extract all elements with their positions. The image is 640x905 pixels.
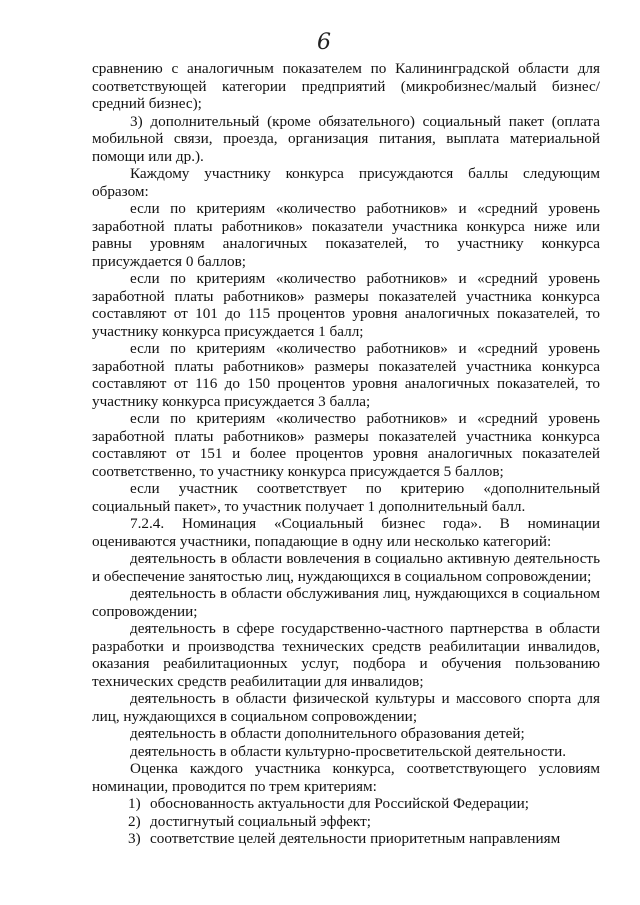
category-item: деятельность в области дополнительного образования детей; [130, 725, 525, 742]
paragraph: если по критериям «количество работников» и «средний уровень заработной платы работников» показатели участника конкурса ниже или равны уровням аналогичных показателей, то участнику конкурса присуждается 0 баллов; [92, 200, 600, 270]
paragraph: если участник соответствует по критерию «дополнительный социальный пакет», то участник получает 1 дополнительный балл. [92, 480, 600, 515]
criterion-item [92, 830, 600, 848]
criterion-number: 1) [128, 795, 141, 812]
document-body [92, 60, 600, 848]
section-heading-paragraph: 7.2.4. Номинация «Социальный бизнес года». В номинации оцениваются участники, попадающие в одну или несколько категорий: [92, 515, 600, 550]
category-item: деятельность в области вовлечения в социально активную деятельность и обеспечение занятостью лиц, нуждающихся в социальном сопровождении; [92, 550, 600, 585]
paragraph: Каждому участнику конкурса присуждаются баллы следующим образом: [92, 165, 600, 200]
criterion-text: соответствие целей деятельности приоритетным направлениям [150, 830, 561, 847]
paragraph: 3) дополнительный (кроме обязательного) социальный пакет (оплата мобильной связи, проезда, организация питания, выплата материальной помощи или др.). [92, 112, 600, 165]
paragraph: сравнению с аналогичным показателем по Калининградской области для соответствующей категории предприятий (микробизнес/малый бизнес/средний бизнес); [92, 60, 600, 112]
paragraph: если по критериям «количество работников» и «средний уровень заработной платы работников» размеры показателей участника конкурса составляют от 116 до 150 процентов уровня аналогичных показателей, то участнику конкурса присуждается 3 балла; [92, 340, 600, 410]
criterion-text: обоснованность актуальности для Российской Федерации; [150, 795, 530, 812]
category-item: деятельность в области физической культуры и массового спорта для лиц, нуждающихся в социальном сопровождении; [92, 690, 600, 725]
criterion-number: 2) [128, 812, 141, 830]
criterion-item [92, 813, 600, 831]
category-item: деятельность в области обслуживания лиц, нуждающихся в социальном сопровождении; [92, 585, 600, 620]
category-item: деятельность в сфере государственно-частного партнерства в области разработки и производства технических средств реабилитации инвалидов, оказания реабилитационных услуг, подбора и обучения пользованию технических средств реабилитации для инвалидов; [92, 620, 600, 690]
criterion-text: достигнутый социальный эффект; [150, 812, 371, 830]
paragraph: если по критериям «количество работников» и «средний уровень заработной платы работников» размеры показателей участника конкурса составляют от 101 до 115 процентов уровня аналогичных показателей, то участнику конкурса присуждается 1 балл; [92, 270, 600, 340]
criterion-item [92, 795, 600, 813]
paragraph: Оценка каждого участника конкурса, соответствующего условиям номинации, проводится по трем критериям: [92, 760, 600, 795]
paragraph: если по критериям «количество работников» и «средний уровень заработной платы работников» размеры показателей участника конкурса составляют от 151 и более процентов уровня аналогичных показателей соответственно, то участнику конкурса присуждается 5 баллов; [92, 410, 600, 480]
category-item: деятельность в области культурно-просветительской деятельности. [130, 742, 567, 760]
page-number: 6 [317, 30, 331, 55]
criterion-number: 3) [128, 830, 141, 847]
